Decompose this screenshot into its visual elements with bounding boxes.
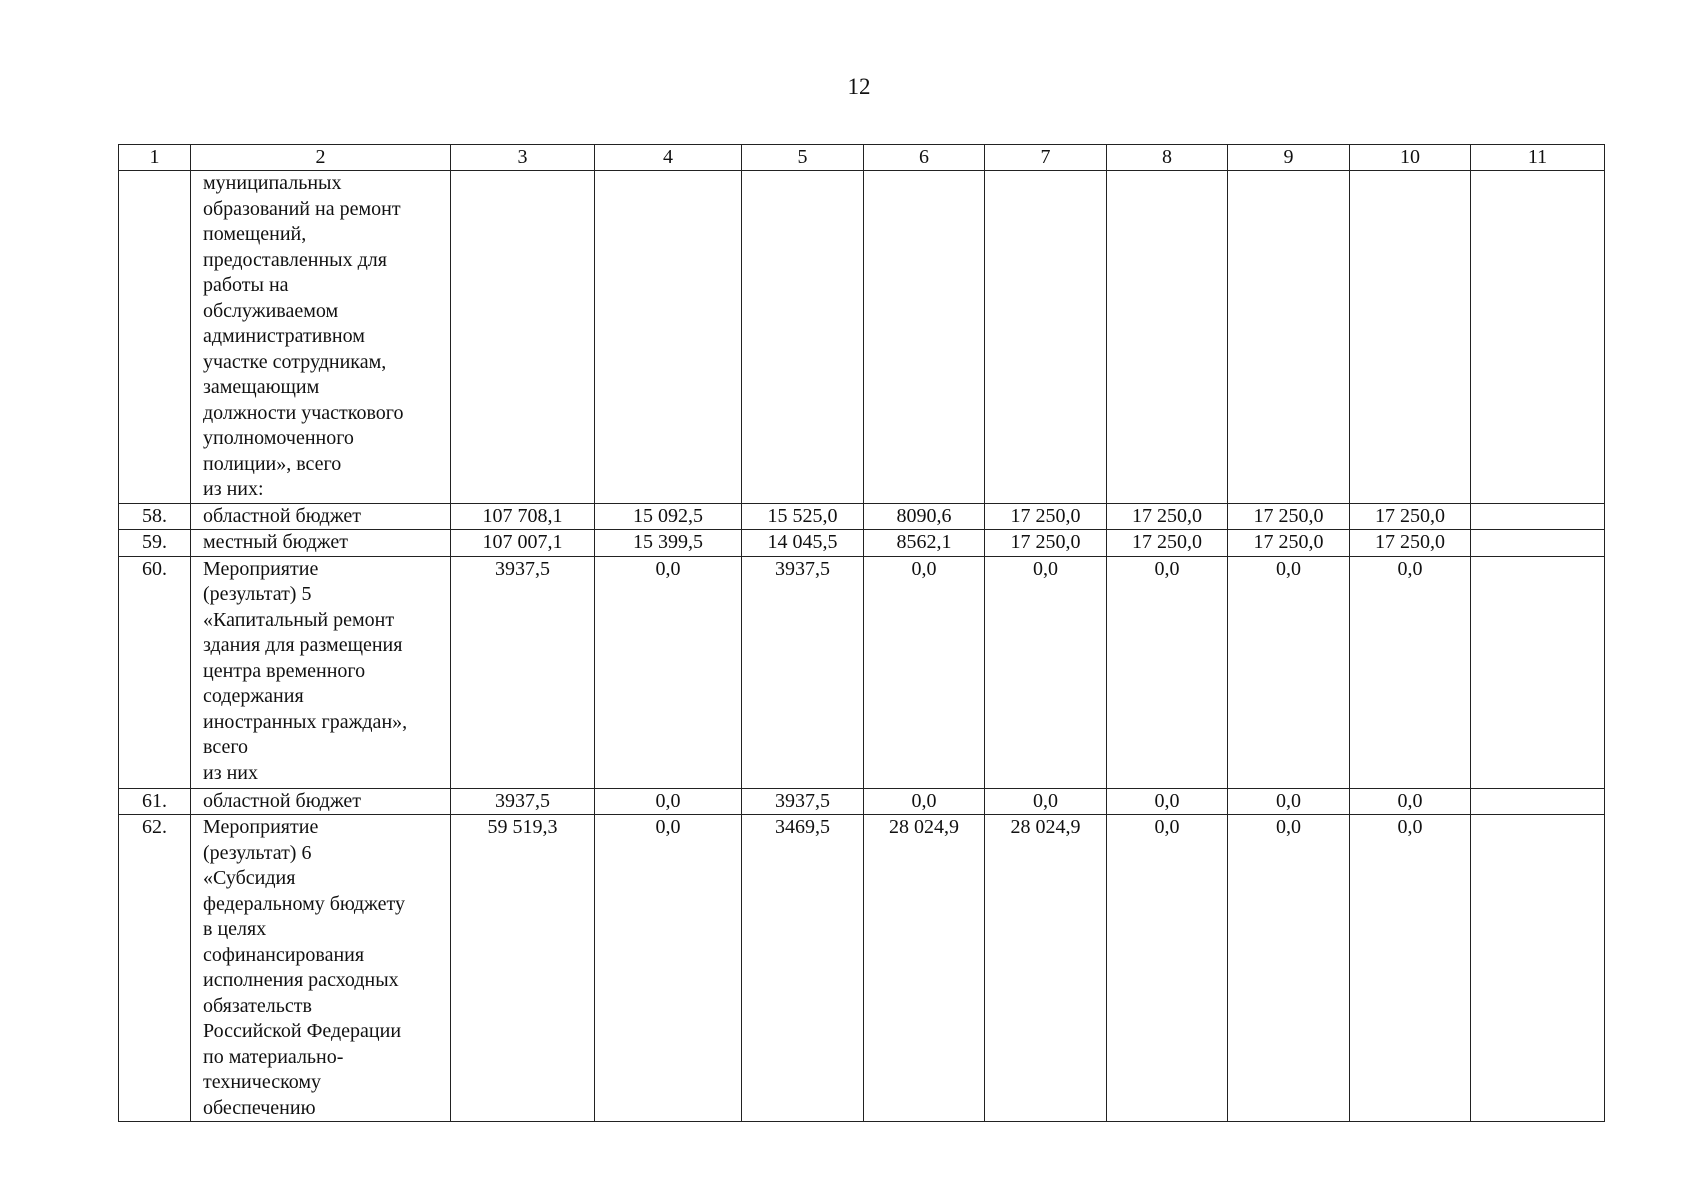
value-cell (1471, 503, 1605, 530)
column-header: 6 (864, 145, 985, 171)
value-cell: 0,0 (595, 556, 742, 788)
value-cell (985, 171, 1107, 504)
column-header: 11 (1471, 145, 1605, 171)
value-cell: 0,0 (864, 556, 985, 788)
value-cell: 0,0 (985, 556, 1107, 788)
value-cell (1471, 171, 1605, 504)
value-cell: 0,0 (1228, 788, 1350, 815)
value-cell: 28 024,9 (985, 815, 1107, 1122)
column-header: 7 (985, 145, 1107, 171)
table-row (119, 788, 1605, 815)
row-number: 60. (119, 556, 191, 788)
value-cell: 17 250,0 (1228, 503, 1350, 530)
value-cell: 0,0 (1350, 815, 1471, 1122)
row-description: Мероприятие (результат) 5 «Капитальный ремонт здания для размещения центра временного содержания иностранных граждан», всего из них (191, 556, 451, 788)
table-row (119, 530, 1605, 557)
row-number (119, 171, 191, 504)
column-header: 1 (119, 145, 191, 171)
column-header: 2 (191, 145, 451, 171)
value-cell (595, 171, 742, 504)
value-cell: 0,0 (1350, 556, 1471, 788)
row-description: областной бюджет (191, 788, 451, 815)
value-cell: 0,0 (1107, 815, 1228, 1122)
table-row (119, 556, 1605, 788)
value-cell: 28 024,9 (864, 815, 985, 1122)
table-row (119, 815, 1605, 1122)
value-cell (1107, 171, 1228, 504)
value-cell (1471, 815, 1605, 1122)
value-cell (1350, 171, 1471, 504)
row-description: областной бюджет (191, 503, 451, 530)
value-cell: 17 250,0 (1107, 503, 1228, 530)
row-number: 62. (119, 815, 191, 1122)
table-row (119, 503, 1605, 530)
value-cell: 0,0 (1228, 815, 1350, 1122)
row-description: Мероприятие (результат) 6 «Субсидия федеральному бюджету в целях софинансирования исполнения расходных обязательств Российской Федерации по материально- техническому обеспечению (191, 815, 451, 1122)
column-header: 5 (742, 145, 864, 171)
value-cell: 3937,5 (451, 556, 595, 788)
value-cell: 0,0 (595, 815, 742, 1122)
value-cell (1228, 171, 1350, 504)
value-cell: 17 250,0 (1350, 503, 1471, 530)
column-header: 10 (1350, 145, 1471, 171)
budget-table (118, 144, 1605, 1122)
row-description: местный бюджет (191, 530, 451, 557)
value-cell (1471, 556, 1605, 788)
value-cell (864, 171, 985, 504)
value-cell: 3937,5 (742, 556, 864, 788)
value-cell: 0,0 (1107, 556, 1228, 788)
value-cell: 17 250,0 (1107, 530, 1228, 557)
value-cell: 0,0 (595, 788, 742, 815)
value-cell (451, 171, 595, 504)
column-header: 3 (451, 145, 595, 171)
value-cell: 17 250,0 (1228, 530, 1350, 557)
row-number: 58. (119, 503, 191, 530)
value-cell: 17 250,0 (985, 530, 1107, 557)
value-cell: 8562,1 (864, 530, 985, 557)
table-header-row (119, 145, 1605, 171)
value-cell: 17 250,0 (1350, 530, 1471, 557)
value-cell: 14 045,5 (742, 530, 864, 557)
value-cell: 107 708,1 (451, 503, 595, 530)
value-cell: 15 525,0 (742, 503, 864, 530)
value-cell: 0,0 (985, 788, 1107, 815)
value-cell: 15 399,5 (595, 530, 742, 557)
value-cell: 17 250,0 (985, 503, 1107, 530)
table-row (119, 171, 1605, 504)
value-cell (742, 171, 864, 504)
value-cell: 0,0 (1107, 788, 1228, 815)
value-cell: 15 092,5 (595, 503, 742, 530)
value-cell (1471, 530, 1605, 557)
row-description: муниципальных образований на ремонт помещений, предоставленных для работы на обслуживаемом административном участке сотрудникам, замещающим должности участкового уполномоченного полиции», всего из них: (191, 171, 451, 504)
page-number: 12 (847, 74, 871, 99)
row-number: 61. (119, 788, 191, 815)
value-cell: 0,0 (1228, 556, 1350, 788)
value-cell: 3469,5 (742, 815, 864, 1122)
column-header: 4 (595, 145, 742, 171)
value-cell: 8090,6 (864, 503, 985, 530)
value-cell: 107 007,1 (451, 530, 595, 557)
value-cell (1471, 788, 1605, 815)
value-cell: 3937,5 (742, 788, 864, 815)
column-header: 8 (1107, 145, 1228, 171)
column-header: 9 (1228, 145, 1350, 171)
value-cell: 3937,5 (451, 788, 595, 815)
value-cell: 0,0 (1350, 788, 1471, 815)
value-cell: 0,0 (864, 788, 985, 815)
row-number: 59. (119, 530, 191, 557)
value-cell: 59 519,3 (451, 815, 595, 1122)
